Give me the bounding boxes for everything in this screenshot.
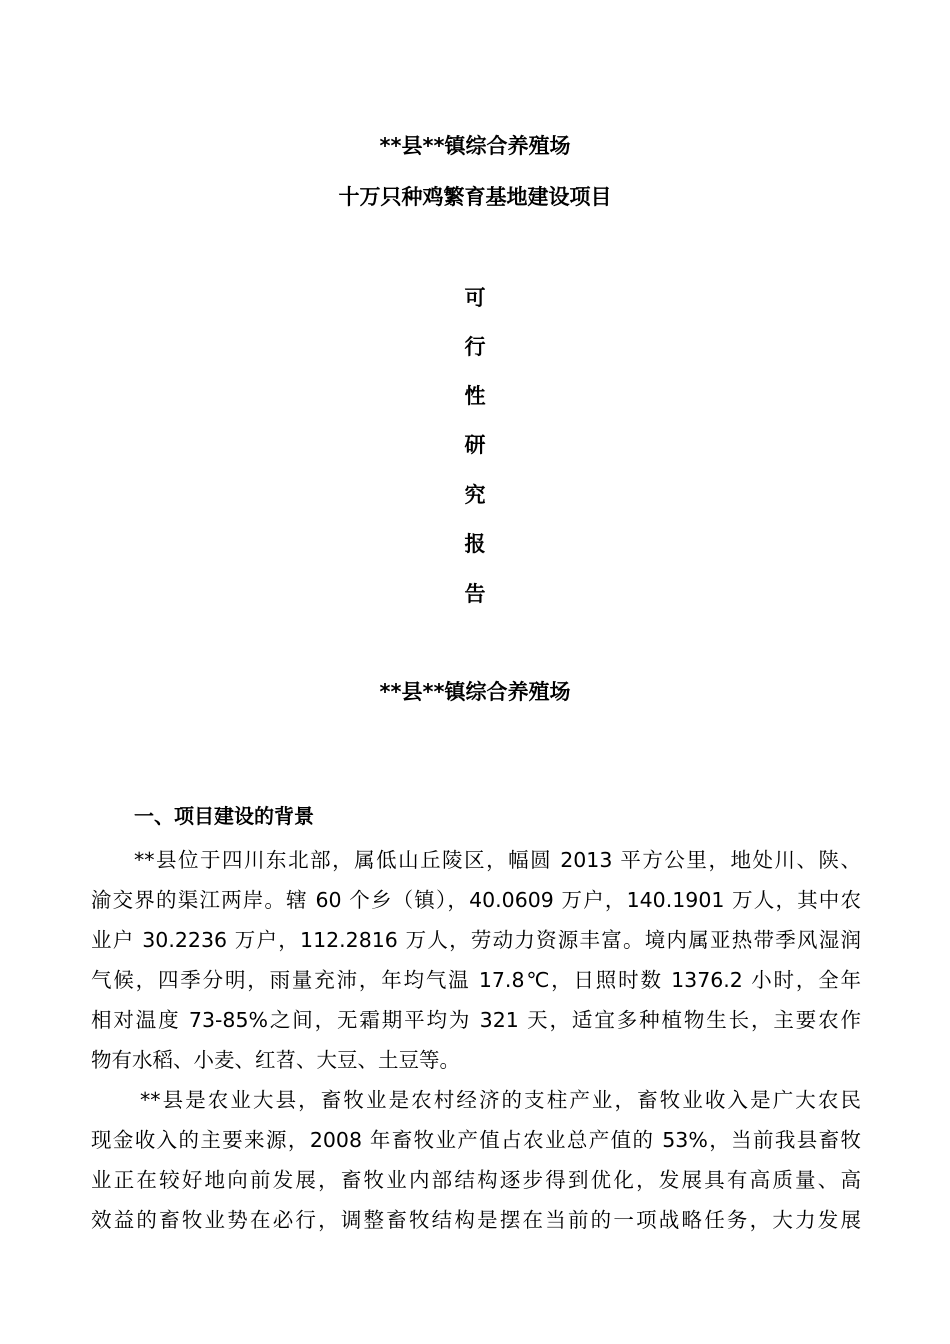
paragraph-line: **县是农业大县，畜牧业是农村经济的支柱产业，畜牧业收入是广大农民 (140, 1088, 861, 1112)
title-line-2: 十万只种鸡繁育基地建设项目 (338, 185, 612, 209)
report-char: 行 (464, 335, 486, 359)
report-char: 可 (464, 286, 486, 310)
report-char: 告 (464, 582, 486, 606)
report-char: 性 (464, 384, 486, 408)
organization-name: **县**镇综合养殖场 (379, 680, 571, 704)
report-char: 究 (464, 483, 486, 507)
paragraph-line: 现金收入的主要来源，2008 年畜牧业产值占农业总产值的 53%，当前我县畜牧 (91, 1128, 861, 1152)
paragraph-line: 业正在较好地向前发展，畜牧业内部结构逐步得到优化，发展具有高质量、高 (91, 1168, 861, 1192)
paragraph-line: 效益的畜牧业势在必行，调整畜牧结构是摆在当前的一项战略任务，大力发展 (91, 1208, 861, 1232)
paragraph-line: 物有水稻、小麦、红苕、大豆、土豆等。 (91, 1048, 460, 1072)
paragraph-line: 气候，四季分明，雨量充沛，年均气温 17.8℃，日照时数 1376.2 小时，全年 (91, 968, 861, 992)
paragraph-line: 业户 30.2236 万户，112.2816 万人，劳动力资源丰富。境内属亚热带季风湿润 (91, 928, 861, 952)
section-heading: 一、项目建设的背景 (134, 804, 314, 828)
report-char: 报 (464, 532, 486, 556)
report-char: 研 (464, 433, 486, 457)
paragraph-line: 渝交界的渠江两岸。辖 60 个乡（镇），40.0609 万户，140.1901 万人，其中农 (91, 888, 861, 912)
paragraph-line: **县位于四川东北部，属低山丘陵区，幅圆 2013 平方公里，地处川、陕、 (134, 848, 861, 872)
paragraph-line: 相对温度 73-85%之间，无霜期平均为 321 天，适宜多种植物生长，主要农作 (91, 1008, 861, 1032)
title-line-1: **县**镇综合养殖场 (379, 134, 571, 158)
